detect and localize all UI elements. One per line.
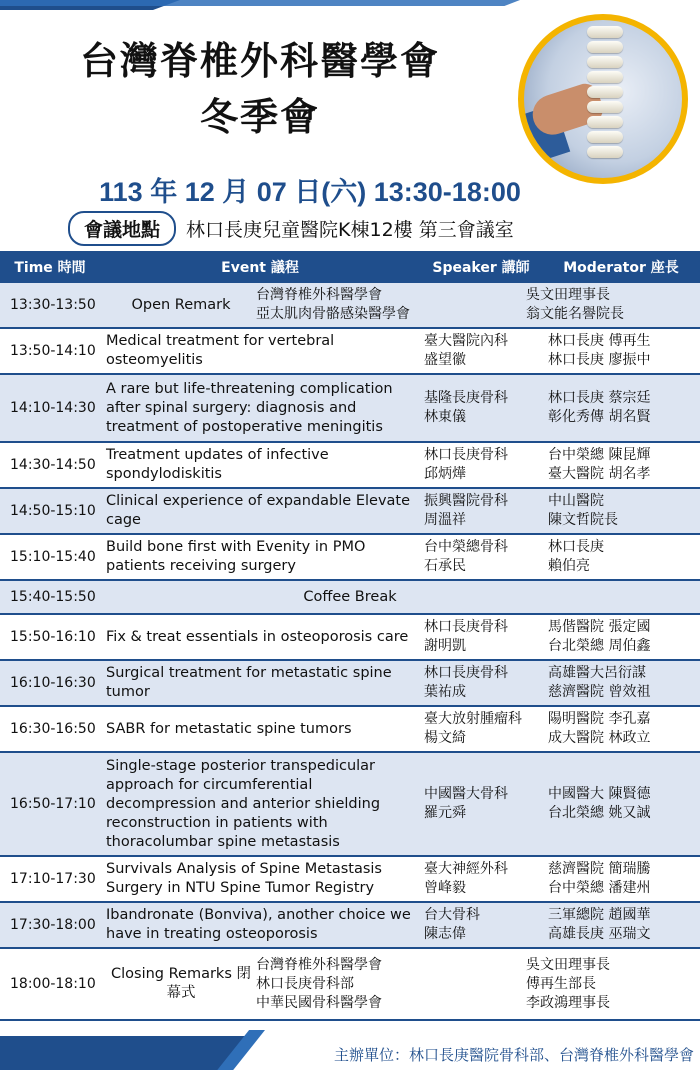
row-event xyxy=(100,332,420,370)
row-event xyxy=(100,906,420,944)
row-speaker xyxy=(420,906,542,944)
row-speaker xyxy=(420,446,542,484)
speaker-line: 林口長庚骨科 xyxy=(424,665,508,681)
row-event xyxy=(100,538,420,576)
spine-model-photo xyxy=(518,14,688,184)
moderator-line: 三軍總院 趙國華 xyxy=(548,907,651,923)
row-time: 16:50-17:10 xyxy=(10,795,96,812)
table-row xyxy=(0,949,700,1021)
page-title: 台灣脊椎外科醫學會 xyxy=(79,39,440,83)
row-event xyxy=(100,492,420,530)
venue-label: 會議地點 xyxy=(68,211,176,246)
event-line: spondylodiskitis xyxy=(106,466,222,482)
row-speaker xyxy=(420,538,542,576)
speaker-line: 葉祐成 xyxy=(424,684,466,700)
event-line: reconstruction in patients with xyxy=(106,814,328,831)
table-row xyxy=(0,489,700,535)
header-speaker: Speaker 講師 xyxy=(432,260,530,276)
event-title: Open Remark xyxy=(131,296,231,313)
row-moderator xyxy=(542,446,700,484)
table-row xyxy=(0,615,700,661)
moderator-line: 林口長庚 廖振中 xyxy=(548,352,651,368)
speaker-line: 謝明凱 xyxy=(424,638,466,654)
row-moderator xyxy=(520,286,678,324)
table-row xyxy=(0,535,700,581)
speaker-line: 楊文綺 xyxy=(424,730,466,746)
venue-info xyxy=(68,211,514,246)
row-moderator xyxy=(542,389,700,427)
table-header xyxy=(0,251,700,283)
moderator-line: 台中榮總 潘建州 xyxy=(548,880,651,896)
event-line: approach for circumferential xyxy=(106,776,313,793)
row-speaker xyxy=(420,710,542,748)
event-line: osteomyelitis xyxy=(106,352,203,368)
event-line: after spinal surgery: diagnosis and xyxy=(106,399,357,416)
header-moderator: Moderator 座長 xyxy=(563,260,679,276)
row-event xyxy=(100,628,420,647)
event-line: Single-stage posterior transpedicular xyxy=(106,757,376,774)
table-row xyxy=(0,443,700,489)
row-time: 18:00-18:10 xyxy=(10,975,96,992)
moderator-line: 台北榮總 姚又誠 xyxy=(548,805,651,821)
moderator-line: 林口長庚 傅再生 xyxy=(548,333,651,349)
moderator-line: 陳文哲院長 xyxy=(548,512,618,528)
moderator-line: 陽明醫院 李孔嘉 xyxy=(548,711,651,727)
speaker-line: 盛望徽 xyxy=(424,352,466,368)
table-row xyxy=(0,753,700,857)
moderator-line: 高雄長庚 巫瑞文 xyxy=(548,926,651,942)
table-row xyxy=(0,375,700,443)
moderator-line: 吳文田理事長 xyxy=(526,956,610,973)
row-moderator xyxy=(542,906,700,944)
speaker-line: 周溫祥 xyxy=(424,512,466,528)
moderator-line: 慈濟醫院 簡瑞騰 xyxy=(548,861,651,877)
table-row xyxy=(0,707,700,753)
event-line: A rare but life-threatening complication xyxy=(106,380,393,397)
row-speaker xyxy=(420,860,542,898)
row-speaker xyxy=(420,492,542,530)
event-line: thoracolumbar spine metastasis xyxy=(106,833,340,850)
row-time: 15:40-15:50 xyxy=(10,588,96,605)
row-moderator xyxy=(520,956,678,1013)
row-moderator xyxy=(542,332,700,370)
event-line: cage xyxy=(106,512,141,528)
speaker-line: 臺大放射腫瘤科 xyxy=(424,711,522,727)
speaker-line: 振興醫院骨科 xyxy=(424,493,508,509)
speaker-line: 臺大神經外科 xyxy=(424,861,508,877)
coffee-break-label: Coffee Break xyxy=(303,588,397,605)
event-line: tumor xyxy=(106,684,150,700)
moderator-line: 賴伯亮 xyxy=(548,558,590,574)
page-subtitle: 冬季會 xyxy=(199,95,320,139)
event-line: patients receiving surgery xyxy=(106,558,296,574)
moderator-line: 李政鴻理事長 xyxy=(526,994,610,1011)
event-line: Fix & treat essentials in osteoporosis care xyxy=(106,628,409,645)
schedule-table xyxy=(0,251,700,1021)
row-event xyxy=(100,446,420,484)
row-time: 14:10-14:30 xyxy=(10,399,96,416)
row-time: 15:10-15:40 xyxy=(10,548,96,565)
venue-text: 林口長庚兒童醫院K棟12樓 第三會議室 xyxy=(186,219,514,241)
row-time: 16:10-16:30 xyxy=(10,674,96,691)
row-moderator xyxy=(542,618,700,656)
speaker-line: 台大骨科 xyxy=(424,907,480,923)
table-row xyxy=(0,283,700,329)
moderator-line: 林口長庚 蔡宗廷 xyxy=(548,390,651,406)
speaker-line: 曾峰毅 xyxy=(424,880,466,896)
event-line: Ibandronate (Bonviva), another choice we xyxy=(106,907,411,923)
row-time: 13:30-13:50 xyxy=(10,296,96,313)
row-moderator xyxy=(542,860,700,898)
speaker-line: 林口長庚骨科 xyxy=(424,447,508,463)
organizer-text: 主辦單位：林口長庚醫院骨科部、台灣脊椎外科醫學會 xyxy=(333,1046,694,1064)
organizer-line: 亞太肌肉骨骼感染醫學會 xyxy=(256,306,410,322)
event-datetime: 113 年 12 月 07 日(六) 13:30-18:00 xyxy=(99,177,521,207)
row-moderator xyxy=(542,710,700,748)
table-row xyxy=(0,329,700,375)
row-moderator xyxy=(542,785,700,823)
event-line: SABR for metastatic spine tumors xyxy=(106,720,352,737)
organizer-line: 台灣脊椎外科醫學會 xyxy=(256,287,382,303)
speaker-line: 林東儀 xyxy=(424,409,466,425)
row-time: 16:30-16:50 xyxy=(10,720,96,737)
moderator-line: 彰化秀傳 胡名賢 xyxy=(548,409,651,425)
speaker-line: 陳志偉 xyxy=(424,926,466,942)
row-moderator xyxy=(542,538,700,576)
event-line: Surgery in NTU Spine Tumor Registry xyxy=(106,880,375,896)
event-line: Clinical experience of expandable Elevate xyxy=(106,493,411,509)
row-time: 14:50-15:10 xyxy=(10,502,96,519)
moderator-line: 台中榮總 陳昆輝 xyxy=(548,447,651,463)
row-speaker xyxy=(420,664,542,702)
moderator-line: 台北榮總 周伯鑫 xyxy=(548,638,651,654)
row-event xyxy=(100,956,520,1013)
row-event xyxy=(100,757,420,852)
speaker-line: 中國醫大骨科 xyxy=(424,786,508,802)
organizer-line: 台灣脊椎外科醫學會 xyxy=(256,956,382,973)
table-row xyxy=(0,661,700,707)
event-line: Build bone first with Evenity in PMO xyxy=(106,539,366,555)
event-line: treatment of postoperative meningitis xyxy=(106,418,383,435)
speaker-line: 臺大醫院內科 xyxy=(424,333,508,349)
moderator-line: 慈濟醫院 曾效祖 xyxy=(548,684,651,700)
row-time: 13:50-14:10 xyxy=(10,342,96,359)
row-event xyxy=(100,720,420,739)
moderator-line: 高雄醫大呂衍謀 xyxy=(548,665,646,681)
event-organizers xyxy=(256,286,410,324)
event-line: decompression and anterior shielding xyxy=(106,795,381,812)
speaker-line: 林口長庚骨科 xyxy=(424,619,508,635)
speaker-line: 石承民 xyxy=(424,558,466,574)
moderator-line: 臺大醫院 胡名孝 xyxy=(548,466,651,482)
moderator-line: 吳文田理事長 xyxy=(526,287,610,303)
moderator-line: 林口長庚 xyxy=(548,539,604,555)
moderator-line: 成大醫院 林政立 xyxy=(548,730,651,746)
row-speaker xyxy=(420,785,542,823)
event-line: have in treating osteoporosis xyxy=(106,926,318,942)
event-line: Survivals Analysis of Spine Metastasis xyxy=(106,861,382,877)
row-time: 17:30-18:00 xyxy=(10,916,96,933)
header-event: Event 議程 xyxy=(221,260,299,276)
moderator-line: 傅再生部長 xyxy=(526,975,596,992)
speaker-line: 羅元舜 xyxy=(424,805,466,821)
row-event xyxy=(100,286,520,324)
row-speaker xyxy=(420,389,542,427)
row-moderator xyxy=(542,492,700,530)
speaker-line: 邱炳燁 xyxy=(424,466,466,482)
row-event xyxy=(100,664,420,702)
organizer-line: 林口長庚骨科部 xyxy=(256,975,354,992)
row-time: 15:50-16:10 xyxy=(10,628,96,645)
event-organizers xyxy=(256,956,382,1013)
row-moderator xyxy=(542,664,700,702)
speaker-line: 基隆長庚骨科 xyxy=(424,390,508,406)
moderator-line: 翁文能名譽院長 xyxy=(526,306,624,322)
row-event xyxy=(100,860,420,898)
event-line: Surgical treatment for metastatic spine xyxy=(106,665,392,681)
organizer-line: 中華民國骨科醫學會 xyxy=(256,994,382,1011)
moderator-line: 中國醫大 陳賢德 xyxy=(548,786,651,802)
row-time: 17:10-17:30 xyxy=(10,870,96,887)
moderator-line: 馬偕醫院 張定國 xyxy=(548,619,651,635)
row-speaker xyxy=(420,332,542,370)
speaker-line: 台中榮總骨科 xyxy=(424,539,508,555)
table-row xyxy=(0,581,700,615)
event-line: Medical treatment for vertebral xyxy=(106,333,335,349)
event-title: Closing Remarks 閉幕式 xyxy=(111,966,251,1001)
table-row xyxy=(0,903,700,949)
row-event xyxy=(100,380,420,437)
row-time: 14:30-14:50 xyxy=(10,456,96,473)
event-line: Treatment updates of infective xyxy=(106,447,329,463)
table-row xyxy=(0,857,700,903)
row-speaker xyxy=(420,618,542,656)
moderator-line: 中山醫院 xyxy=(548,493,604,509)
header-time: Time 時間 xyxy=(14,260,86,276)
